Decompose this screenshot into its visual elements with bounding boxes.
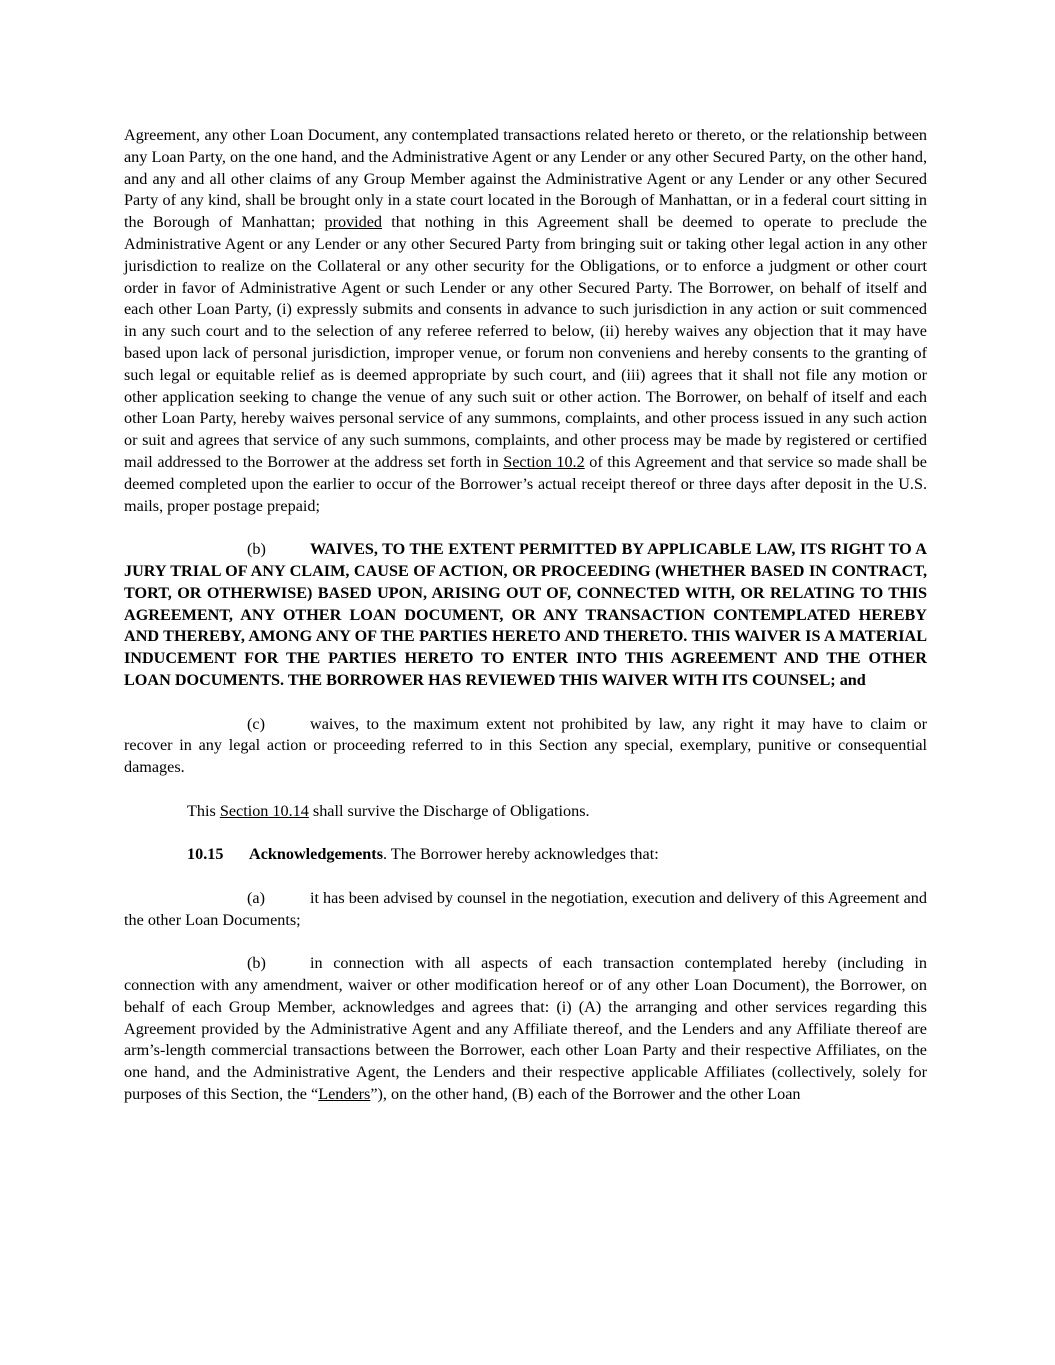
section-title: Acknowledgements — [249, 845, 383, 864]
paragraph-survival — [124, 801, 927, 823]
section-heading-10-15 — [124, 844, 927, 866]
item-label: (b) — [247, 540, 266, 559]
jury-waiver-text: WAIVES, TO THE EXTENT PERMITTED BY APPLICABLE LAW, ITS RIGHT TO A JURY TRIAL OF ANY CLAIM, CAUSE OF ACTION, OR PROCEEDING (WHETHER BASED IN CONTRACT, TORT, OR OTHERWISE) BASED UPON, ARISING OUT OF, CONNECTED WITH, OR RELATING TO THIS AGREEMENT, ANY OTHER LOAN DOCUMENT, OR ANY TRANSACTION CONTEMPLATED HEREBY AND THEREBY, AMONG ANY OF THE PARTIES HERETO AND THERETO. THIS WAIVER IS A MATERIAL INDUCEMENT FOR THE PARTIES HERETO TO ENTER INTO THIS AGREEMENT AND THE OTHER LOAN DOCUMENTS. THE BORROWER HAS REVIEWED THIS WAIVER WITH ITS COUNSEL; and — [124, 540, 927, 689]
item-label: (b) — [247, 954, 266, 973]
paragraph-text: that nothing in this Agreement shall be deemed to operate to preclude the Administrative Agent or any Lender or any other Secured Party from bringing suit or taking other legal action in any other jurisdiction to realize on the Collateral or any other security for the Obligations, or to enforce a judgment or other court order in favor of Administrative Agent or such Lender or any other Secured Party. The Borrower, on behalf of itself and each other Loan Party, (i) expressly submits and consents in advance to such jurisdiction in any action or suit commenced in any such court and to the selection of any referee referred to below, (ii) hereby waives any objection that it may have based upon lack of personal jurisdiction, improper venue, or forum non conveniens and hereby consents to the granting of such legal or equitable relief as is deemed appropriate by such court, and (iii) agrees that it shall not file any motion or other application seeking to change the venue of any such suit or other action. The Borrower, on behalf of itself and each other Loan Party, hereby waives personal service of any summons, complaints, and other process issued in any such action or suit and agrees that service of any such summons, complaints, and other process may be made by registered or certified mail addressed to the Borrower at the address set forth in — [124, 213, 927, 471]
section-reference-10-2[interactable]: Section 10.2 — [503, 452, 585, 471]
paragraph-text: shall survive the Discharge of Obligations. — [308, 801, 590, 820]
item-label: (c) — [247, 714, 265, 733]
paragraph-text: . The Borrower hereby acknowledges that: — [383, 845, 659, 864]
section-number: 10.15 — [187, 845, 224, 864]
defined-term-lenders: Lenders — [318, 1085, 371, 1104]
paragraph-text: This — [187, 801, 220, 820]
defined-term-provided: provided — [324, 213, 383, 232]
paragraph-text: in connection with all aspects of each transaction contemplated hereby (including in connection with any amendment, waiver or other modification hereof or of any other Loan Document), the Borrower, on behalf of each Group Member, acknowledges and agrees that: (i) (A) the arranging and other services regarding this Agreement provided by the Administrative Agent and any Affiliate thereof, and the Lenders and any Affiliate thereof are arm’s-length commercial transactions between the Borrower, each other Loan Party and their respective Affiliates, on the one hand, and the Administrative Agent, the Lenders and their respective applicable Affiliates (collectively, solely for purposes of this Section, the “ — [124, 954, 927, 1104]
paragraph-text: waives, to the maximum extent not prohibited by law, any right it may have to claim or recover in any legal action or proceeding referred to in this Section any special, exemplary, punitive or consequential damages. — [124, 714, 927, 777]
paragraph-text: it has been advised by counsel in the negotiation, execution and delivery of this Agreement and the other Loan Documents; — [124, 888, 927, 929]
section-reference-10-14[interactable]: Section 10.14 — [219, 801, 309, 820]
paragraph-jurisdiction — [124, 125, 927, 517]
document-page — [124, 125, 927, 1106]
paragraph-text: Agreement, any other Loan Document, any contemplated transactions related hereto or thereto, or the relationship between any Loan Party, on the one hand, and the Administrative Agent or any Lender or any other Secured Party, on the other hand, and any and all other claims of any Group Member against the Administrative Agent or any Lender or any other Secured Party of any kind, shall be brought only in a state court located in the Borough of Manhattan, or in a federal court sitting in the Borough of Manhattan; — [124, 126, 927, 232]
paragraph-ack-a — [124, 888, 927, 932]
paragraph-text: of this Agreement and that service so made shall be deemed completed upon the earlier to occur of the Borrower’s actual receipt thereof or three days after deposit in the U.S. mails, proper postage prepaid; — [124, 452, 927, 515]
paragraph-damages-waiver — [124, 714, 927, 779]
paragraph-text: ”), on the other hand, (B) each of the Borrower and the other Loan — [370, 1085, 801, 1104]
item-label: (a) — [247, 888, 265, 907]
paragraph-ack-b — [124, 953, 927, 1106]
paragraph-jury-waiver — [124, 539, 927, 692]
